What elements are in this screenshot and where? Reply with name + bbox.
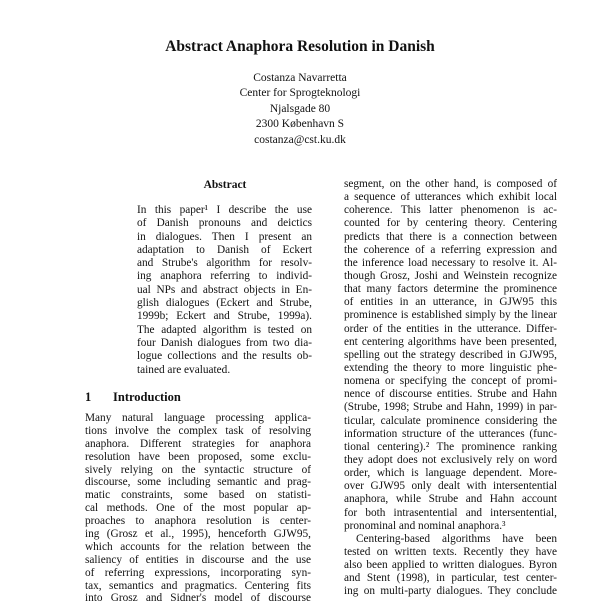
text-line: the inference load necessary to resolve it. Al- (344, 256, 557, 269)
text-line: tested on written texts. Recently they have (344, 545, 557, 558)
introduction-heading (85, 390, 181, 405)
text-line: anaphora, while Strube and Hahn account (344, 493, 557, 506)
text-line: of Danish pronouns and deictics (137, 217, 312, 230)
text-line: ing on multi-party dialogues. They conclude (344, 585, 557, 598)
text-line: ing (Grosz et al., 1995), henceforth GJW95, (85, 528, 311, 541)
text-line: order of the entities in the utterance. Differ- (344, 322, 557, 335)
text-line: coherence. This latter phenomenon is ac- (344, 204, 557, 217)
text-line: (Strube, 1998; Strube and Hahn, 1999) in par- (344, 401, 557, 414)
text-line: prominence is established simply by the linear (344, 309, 557, 322)
text-line: a sequence of utterances which exhibit local (344, 191, 557, 204)
author-affiliation: Center for Sprogteknologi (239, 87, 361, 100)
text-line: anaphora. Different strategies for anaphora (85, 437, 311, 450)
text-line: cal methods. One of the most popular ap- (85, 502, 311, 515)
text-line: predicts that there is a connection between (344, 230, 557, 243)
text-line: 1999b; Eckert and Strube, 1999a). (137, 310, 312, 323)
text-line: ent centering algorithms have been presented, (344, 335, 557, 348)
text-line: logue collections and the results ob- (137, 350, 312, 363)
text-line: also been applied to written dialogues. Byron (344, 559, 557, 572)
text-line: the coherence of a referring expression and (344, 243, 557, 256)
abstract-body (137, 204, 312, 377)
author-name: Costanza Navarretta (253, 72, 347, 84)
section-title: Introduction (113, 390, 181, 404)
text-line: though Grosz, Joshi and Weinstein recognize (344, 269, 557, 282)
text-line: tional centering).² The prominence ranking (344, 440, 557, 453)
text-line: and Stent (1998), in particular, test center- (344, 572, 557, 585)
text-line: tions involve the complex task of resolving (85, 424, 311, 437)
text-line: spelling out the strategy described in GJW95, (344, 348, 557, 361)
text-line: for both intrasentential and intersentential, (344, 506, 557, 519)
text-line: ticular, calculate prominence considering the (344, 414, 557, 427)
text-line: they adopt does not exclusively rely on word (344, 453, 557, 466)
text-line: in dialogues. Then I present an (137, 230, 312, 243)
text-line: glish dialogues (Eckert and Strube, (137, 297, 312, 310)
text-line: information structure of the utterances (func- (344, 427, 557, 440)
text-line: sively relying on the syntactic structure of (85, 463, 311, 476)
text-line: proaches to anaphora resolution is center- (85, 515, 311, 528)
text-line: In this paper¹ I describe the use (137, 204, 312, 216)
right-column-body (344, 178, 557, 599)
text-line: counted for by centering theory. Centering (344, 217, 557, 230)
text-line: nomena or specifying the concept of promi- (344, 375, 557, 388)
text-line: discourse, some including semantic and prag- (85, 476, 311, 489)
text-line: Centering-based algorithms have been (356, 532, 557, 545)
text-line: over GJW95 only dealt with intersentential (344, 480, 557, 493)
text-line: matic constraints, some based on statisti- (85, 489, 311, 502)
text-line: tax, semantics and pragmatics. Centering fits (85, 579, 311, 592)
text-line: Many natural language processing applica- (85, 412, 311, 424)
text-line: The adapted algorithm is tested on (137, 323, 312, 336)
text-line: which accounts for the relation between the (85, 540, 311, 553)
text-line: and Strube's algorithm for resolv- (137, 257, 312, 270)
text-line: tained are evaluated. (137, 363, 231, 376)
text-line: four Danish dialogues from two dia- (137, 336, 312, 349)
text-line: into Grosz and Sidner's model of discourse (85, 592, 311, 605)
introduction-body (85, 412, 311, 605)
author-block (0, 71, 600, 148)
text-line: extending the theory to more linguistic phe- (344, 361, 557, 374)
author-city: 2300 København S (255, 118, 345, 131)
text-line: of referring expressions, incorporating syn- (85, 566, 311, 579)
text-line: adaptation to Danish of Eckert (137, 243, 312, 256)
text-line: ing anaphora referring to individ- (137, 270, 312, 283)
abstract-heading: Abstract (203, 179, 247, 191)
section-number: 1 (85, 390, 92, 404)
paper-title: Abstract Anaphora Resolution in Danish (165, 38, 435, 55)
text-line: that many factors determine the prominence (344, 283, 557, 296)
text-line: saliency of entities in discourse and the use (85, 553, 311, 566)
text-line: resolution have been proposed, some exclu- (85, 450, 311, 463)
text-line: pronominal and nominal anaphora.³ (344, 519, 506, 532)
text-line: segment, on the other hand, is composed of (344, 178, 557, 190)
text-line: order, which is language dependent. More- (344, 467, 557, 480)
text-line: of entities in an utterance, in GJW95 this (344, 296, 557, 309)
text-line: nence of discourse entities. Strube and Hahn (344, 388, 557, 401)
author-email: costanza@cst.ku.dk (254, 133, 346, 146)
text-line: ual NPs and abstract objects in En- (137, 283, 312, 296)
author-street: Njalsgade 80 (269, 102, 331, 115)
